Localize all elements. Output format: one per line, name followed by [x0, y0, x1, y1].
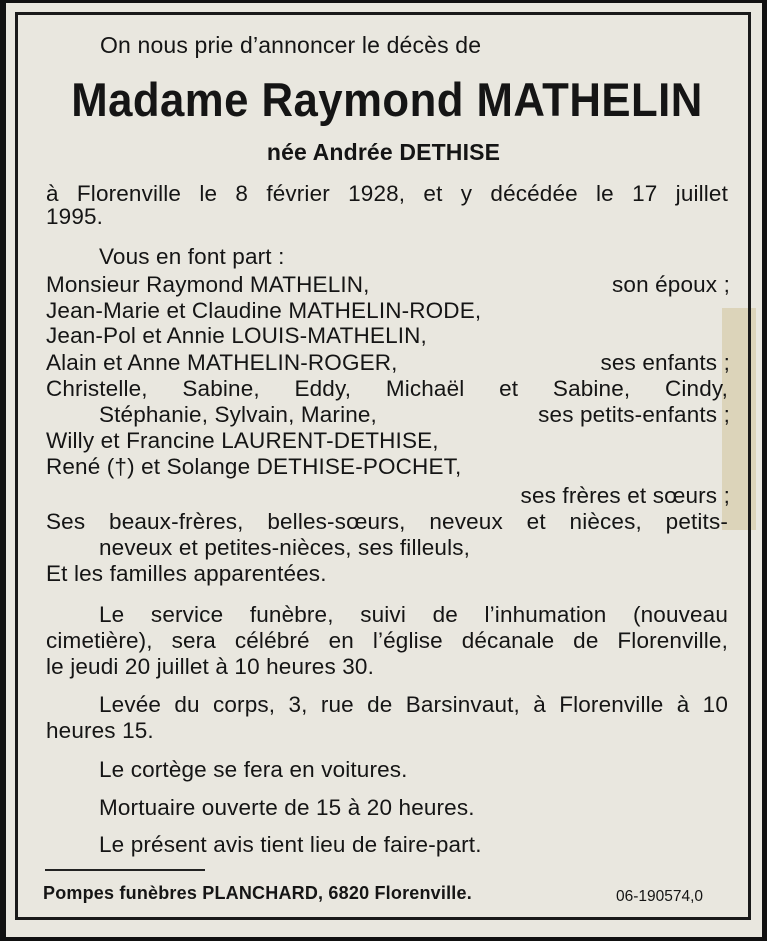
- family-line: neveux et petites-nièces, ses filleuls,: [99, 535, 471, 560]
- family-role: son époux ;: [612, 272, 730, 297]
- birth-death-line-1: à Florenville le 8 février 1928, et y décédée le 17 juillet: [46, 181, 728, 206]
- reference-number: 06-190574,0: [616, 888, 704, 905]
- service-line-3: le jeudi 20 juillet à 10 heures 30.: [46, 654, 374, 679]
- cortege-text: Le cortège se fera en voitures.: [99, 757, 408, 782]
- birth-death-line-2: 1995.: [46, 204, 104, 229]
- maiden-name: née Andrée DETHISE: [266, 139, 501, 165]
- family-line: René (†) et Solange DETHISE-POCHET,: [46, 454, 462, 479]
- mortuaire-text: Mortuaire ouverte de 15 à 20 heures.: [99, 795, 475, 820]
- deceased-name: Madame Raymond MATHELIN: [71, 73, 703, 126]
- family-role: ses frères et sœurs ;: [520, 483, 730, 508]
- family-line: Alain et Anne MATHELIN-ROGER,: [46, 350, 398, 375]
- intro-text: On nous prie d’annoncer le décès de: [100, 32, 482, 58]
- faire-part-text: Le présent avis tient lieu de faire-part.: [99, 832, 482, 857]
- family-line: Jean-Pol et Annie LOUIS-MATHELIN,: [46, 323, 427, 348]
- family-intro: Vous en font part :: [99, 244, 285, 269]
- family-role: ses enfants ;: [600, 350, 730, 375]
- family-line: Monsieur Raymond MATHELIN,: [46, 272, 370, 297]
- family-line: Jean-Marie et Claudine MATHELIN-RODE,: [46, 298, 482, 323]
- funeral-home: Pompes funèbres PLANCHARD, 6820 Florenville.: [43, 883, 472, 903]
- family-line: Stéphanie, Sylvain, Marine,: [99, 402, 377, 427]
- family-line: Ses beaux-frères, belles-sœurs, neveux et nièces, petits-: [46, 509, 728, 534]
- family-line: Et les familles apparentées.: [46, 561, 327, 586]
- family-line: Christelle, Sabine, Eddy, Michaël et Sabine, Cindy,: [46, 376, 728, 401]
- divider: [45, 869, 205, 871]
- levee-line-1: Levée du corps, 3, rue de Barsinvaut, à Florenville à 10: [99, 692, 728, 717]
- service-line-1: Le service funèbre, suivi de l’inhumation (nouveau: [99, 602, 728, 627]
- levee-line-2: heures 15.: [46, 718, 154, 743]
- service-line-2: cimetière), sera célébré en l’église décanale de Florenville,: [46, 628, 728, 653]
- family-role: ses petits-enfants ;: [538, 402, 730, 427]
- family-line: Willy et Francine LAURENT-DETHISE,: [46, 428, 439, 453]
